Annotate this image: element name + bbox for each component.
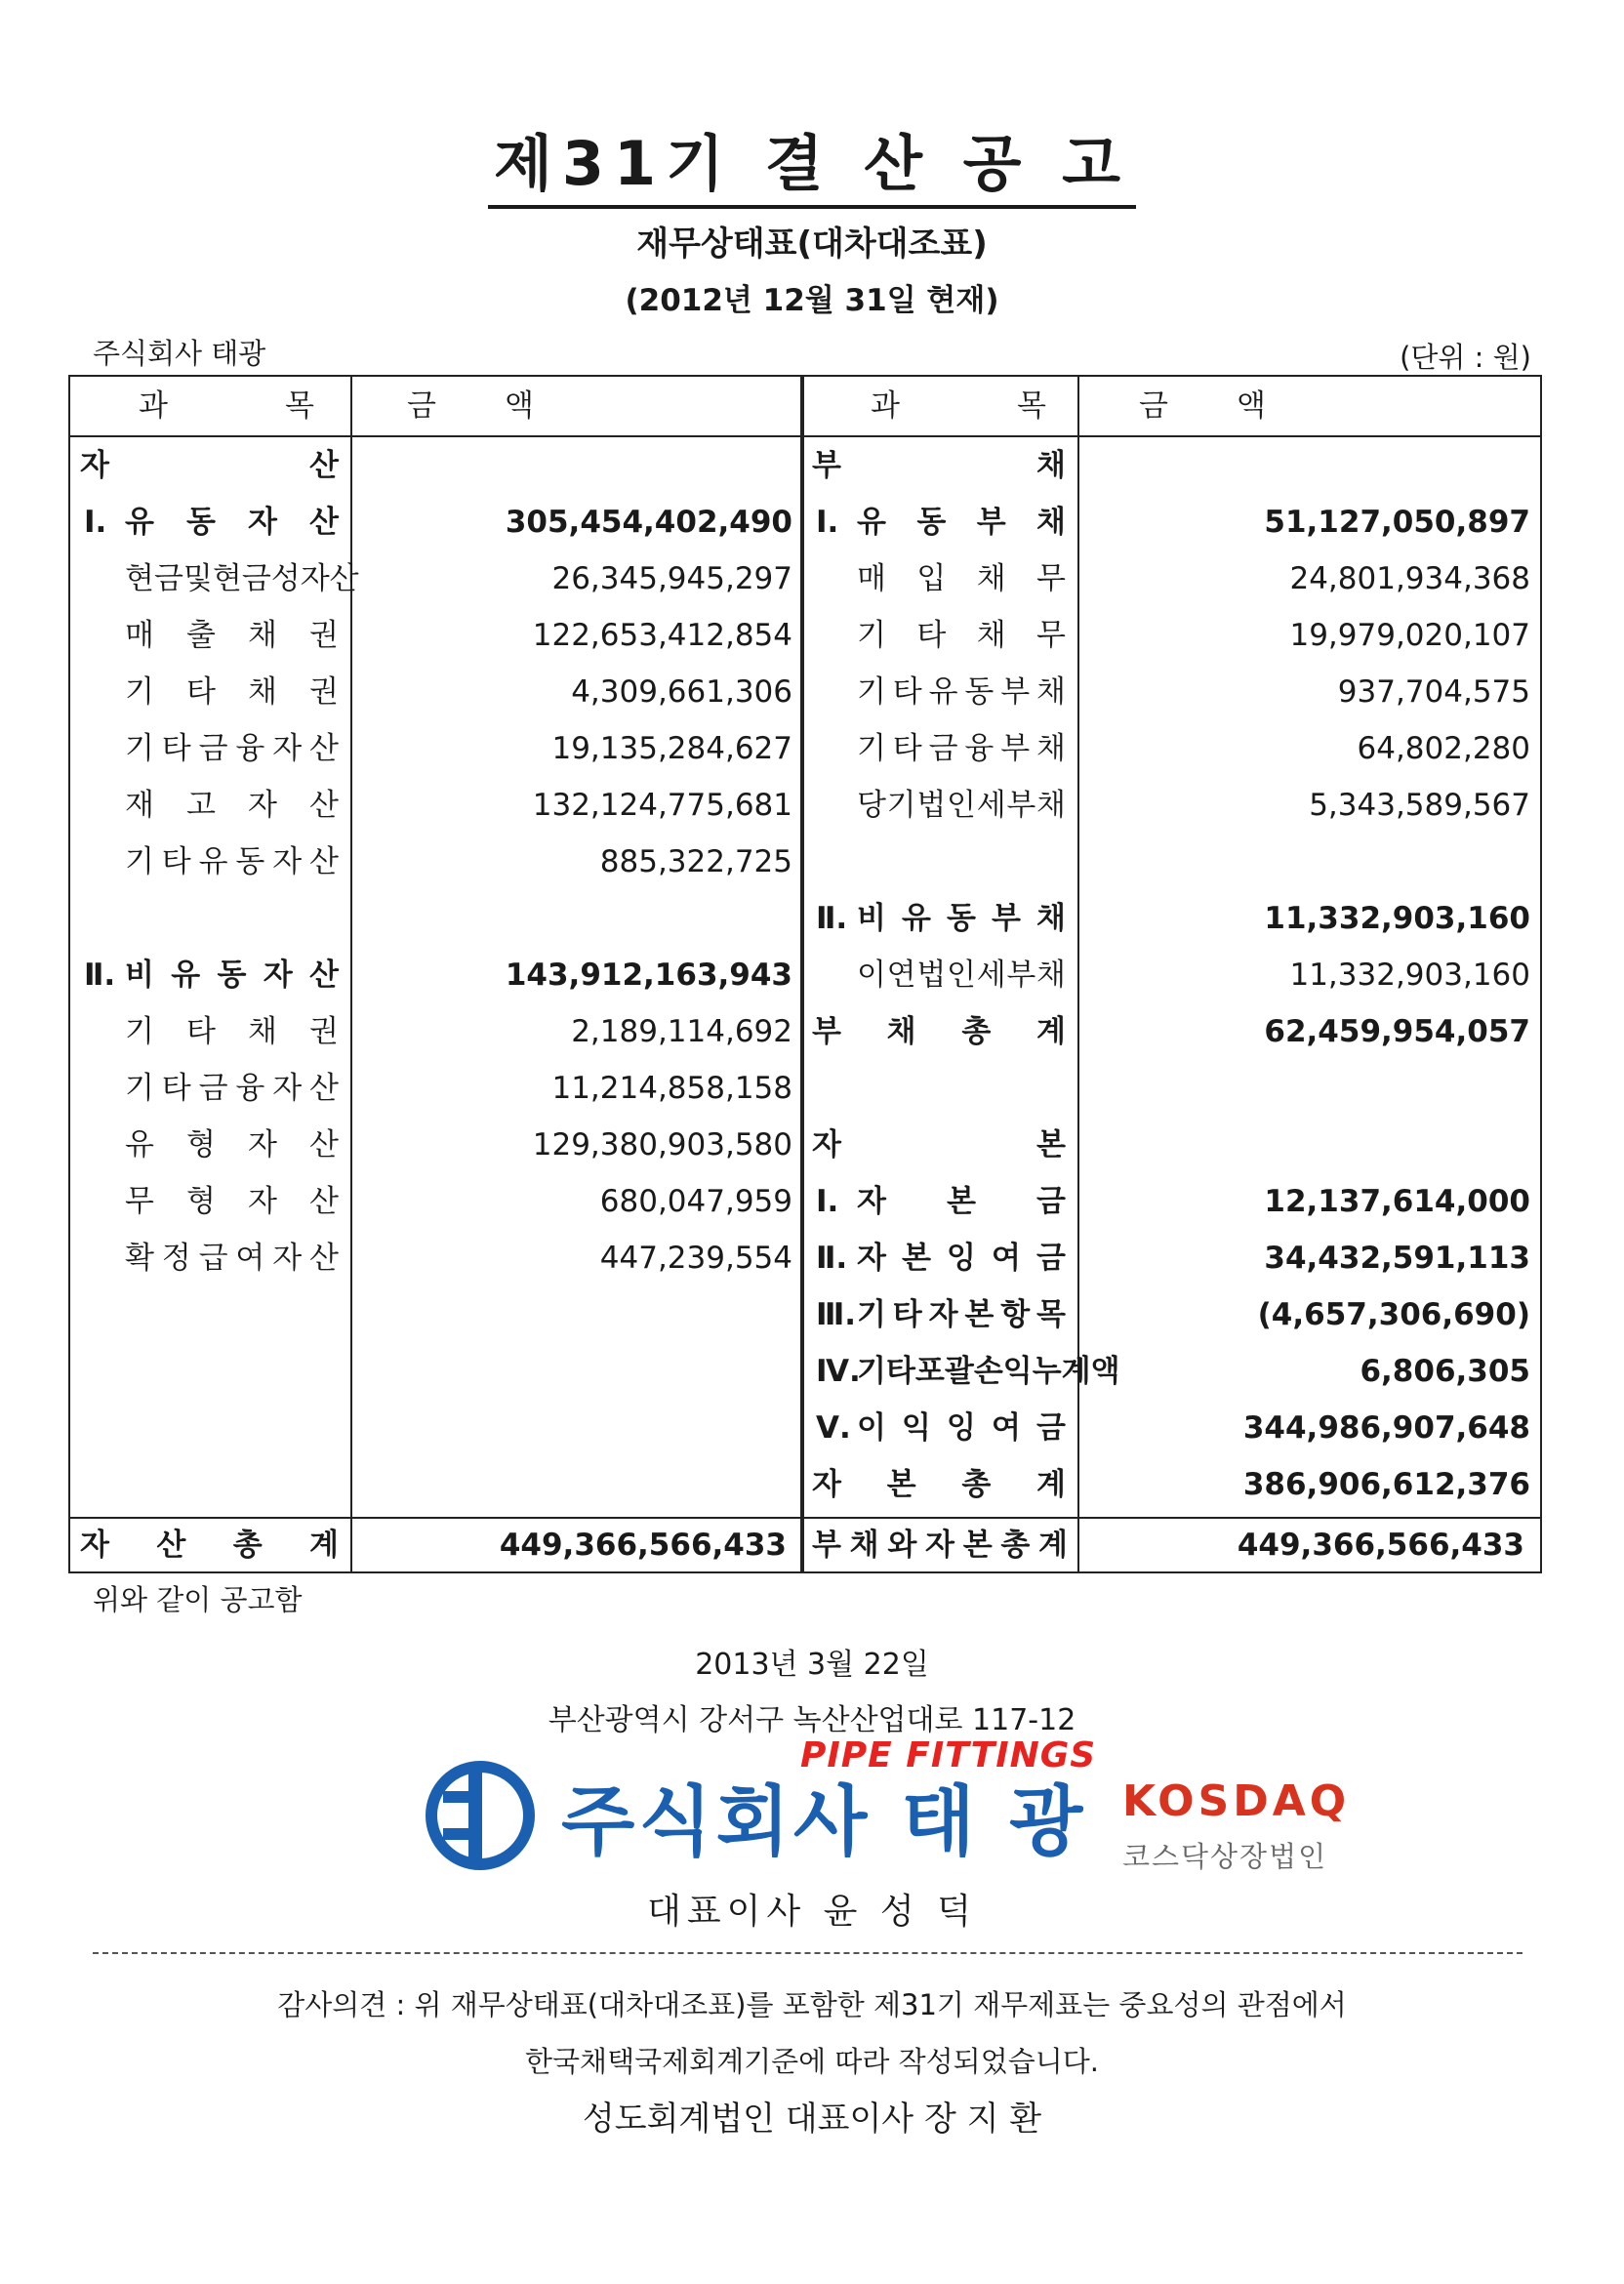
statement-subtitle: 재무상태표(대차대조표) — [636, 224, 988, 264]
table-row — [802, 1343, 1540, 1400]
row-amount: 129,380,903,580 — [532, 1127, 792, 1162]
blank-row — [802, 834, 1540, 890]
table-row — [802, 494, 1540, 551]
row-amount: 19,135,284,627 — [551, 731, 792, 766]
header-item: 과 목 — [139, 388, 314, 424]
row-amount: 34,432,591,113 — [1264, 1241, 1530, 1276]
row-amount: 937,704,575 — [1337, 674, 1530, 710]
table-row — [70, 607, 802, 664]
roman-numeral: Ⅰ. — [816, 505, 839, 540]
announcement-note: 위와 같이 공고함 — [93, 1583, 303, 1616]
row-label: 기 타 금 융 자 산 — [125, 731, 339, 766]
row-label: 기 타 유 동 부 채 — [857, 674, 1066, 710]
row-amount: 11,332,903,160 — [1264, 901, 1530, 936]
unit-label: (단위 : 원) — [1400, 341, 1531, 374]
table-row — [70, 777, 802, 834]
row-amount: 447,239,554 — [599, 1241, 792, 1276]
row-label: 자 본 총 계 — [812, 1467, 1066, 1502]
table-row — [802, 437, 1540, 494]
liabilities-equity-total-amount: 449,366,566,433 — [1237, 1528, 1524, 1563]
liabilities-table-header — [802, 377, 1540, 437]
assets-table-header — [70, 377, 802, 437]
assets-total-row — [70, 1517, 802, 1573]
table-row — [802, 1456, 1540, 1513]
table-row — [70, 1173, 802, 1230]
table-row — [70, 664, 802, 720]
table-row — [802, 1117, 1540, 1173]
table-row — [802, 890, 1540, 947]
row-label: 무 형 자 산 — [125, 1184, 339, 1219]
row-label: 이 익 잉 여 금 — [857, 1410, 1066, 1446]
liabilities-equity-table — [800, 375, 1542, 1573]
table-row — [802, 947, 1540, 1003]
row-label: 기 타 유 동 자 산 — [125, 844, 339, 879]
row-amount: 4,309,661,306 — [571, 674, 792, 710]
row-label: 유 동 부 채 — [857, 505, 1066, 540]
row-amount: 885,322,725 — [599, 844, 792, 879]
company-label: 주식회사 태광 — [93, 337, 266, 370]
row-label: 현 금 및 현 금 성 자 산 — [125, 561, 359, 596]
table-row — [70, 947, 802, 1003]
row-amount: 5,343,589,567 — [1309, 788, 1530, 823]
row-label: 확 정 급 여 자 산 — [125, 1241, 339, 1276]
row-label: 기 타 포 괄 손 익 누 계 액 — [857, 1354, 1120, 1389]
row-amount: 51,127,050,897 — [1264, 505, 1530, 540]
assets-total-label: 자 산 총 계 — [80, 1528, 339, 1563]
kosdaq-mark: KOSDAQ — [1122, 1776, 1351, 1826]
announcement-date: 2013년 3월 22일 — [695, 1648, 929, 1682]
row-label: 부 채 총 계 — [812, 1014, 1066, 1049]
row-amount: 132,124,775,681 — [532, 788, 792, 823]
table-row — [70, 437, 802, 494]
roman-numeral: Ⅰ. — [816, 1184, 839, 1219]
row-amount: 6,806,305 — [1360, 1354, 1530, 1389]
kosdaq-listed-label: 코스닥상장법인 — [1122, 1840, 1328, 1873]
roman-numeral: Ⅳ. — [816, 1354, 861, 1389]
table-row — [70, 720, 802, 777]
blank-row — [70, 890, 802, 947]
row-amount: (4,657,306,690) — [1257, 1297, 1530, 1332]
blank-row — [802, 1060, 1540, 1117]
row-amount: 26,345,945,297 — [551, 561, 792, 596]
table-row — [802, 551, 1540, 607]
row-amount: 344,986,907,648 — [1242, 1410, 1530, 1446]
roman-numeral: Ⅱ. — [816, 901, 848, 936]
row-amount: 62,459,954,057 — [1264, 1014, 1530, 1049]
company-address: 부산광역시 강서구 녹산산업대로 117-12 — [548, 1703, 1076, 1737]
ceo-name: 대표이사 윤 성 덕 — [647, 1892, 977, 1932]
liabilities-equity-total-label: 부 채 와 자 본 총 계 — [812, 1528, 1068, 1563]
roman-numeral: Ⅰ. — [84, 505, 107, 540]
roman-numeral: Ⅲ. — [816, 1297, 857, 1332]
table-row — [802, 1400, 1540, 1456]
header-amount: 금 액 — [407, 388, 534, 424]
row-label: 유 동 자 산 — [125, 505, 339, 540]
row-label: 유 형 자 산 — [125, 1127, 339, 1162]
row-label: 매 입 채 무 — [857, 561, 1066, 596]
row-amount: 19,979,020,107 — [1289, 618, 1530, 653]
row-label: 비 유 동 자 산 — [125, 958, 339, 993]
row-amount: 122,653,412,854 — [532, 618, 792, 653]
table-row — [70, 1003, 802, 1060]
row-amount: 305,454,402,490 — [505, 505, 792, 540]
row-label: 재 고 자 산 — [125, 788, 339, 823]
table-row — [70, 1230, 802, 1286]
table-row — [70, 1060, 802, 1117]
audit-opinion-line2: 한국채택국제회계기준에 따라 작성되었습니다. — [525, 2045, 1099, 2078]
row-label: 자 본 금 — [857, 1184, 1066, 1219]
as-of-date: (2012년 12월 31일 현재) — [625, 283, 999, 318]
audit-opinion-line1: 감사의견 : 위 재무상태표(대차대조표)를 포함한 제31기 재무제표는 중요성의 관점에서 — [277, 1988, 1347, 2021]
row-label: 매 출 채 권 — [125, 618, 339, 653]
table-row — [802, 1003, 1540, 1060]
row-amount: 680,047,959 — [599, 1184, 792, 1219]
row-label: 기 타 금 융 부 채 — [857, 731, 1066, 766]
table-row — [802, 777, 1540, 834]
row-label: 이 연 법 인 세 부 채 — [857, 958, 1066, 993]
pipe-fittings-tagline: PIPE FITTINGS — [800, 1735, 1097, 1775]
header-amount: 금 액 — [1139, 388, 1266, 424]
assets-table — [68, 375, 804, 1573]
dashed-divider — [93, 1952, 1522, 1954]
table-row — [802, 1173, 1540, 1230]
row-label: 기 타 채 권 — [125, 1014, 339, 1049]
roman-numeral: Ⅱ. — [84, 958, 116, 993]
row-label: 자 산 — [80, 448, 339, 483]
row-amount: 2,189,114,692 — [571, 1014, 792, 1049]
row-label: 당 기 법 인 세 부 채 — [857, 788, 1066, 823]
header-item: 과 목 — [871, 388, 1046, 424]
row-label: 기 타 채 권 — [125, 674, 339, 710]
auditor-signature: 성도회계법인 대표이사 장 지 환 — [582, 2100, 1042, 2139]
row-label: 기 타 채 무 — [857, 618, 1066, 653]
row-label: 비 유 동 부 채 — [857, 901, 1066, 936]
row-amount: 24,801,934,368 — [1289, 561, 1530, 596]
row-label: 자 본 잉 여 금 — [857, 1241, 1066, 1276]
table-row — [802, 1286, 1540, 1343]
table-row — [802, 607, 1540, 664]
company-name-logo: 주식회사 태 광 — [561, 1778, 1087, 1866]
table-row — [70, 834, 802, 890]
row-amount: 386,906,612,376 — [1242, 1467, 1530, 1502]
table-row — [802, 664, 1540, 720]
taekwang-logo-icon — [422, 1757, 539, 1878]
table-row — [802, 1230, 1540, 1286]
row-label: 부 채 — [812, 448, 1066, 483]
table-row — [70, 494, 802, 551]
row-label: 기 타 금 융 자 산 — [125, 1071, 339, 1106]
row-amount: 143,912,163,943 — [505, 958, 792, 993]
roman-numeral: Ⅱ. — [816, 1241, 848, 1276]
row-label: 기 타 자 본 항 목 — [857, 1297, 1066, 1332]
table-row — [802, 720, 1540, 777]
assets-total-amount: 449,366,566,433 — [499, 1528, 787, 1563]
row-amount: 11,332,903,160 — [1289, 958, 1530, 993]
row-amount: 64,802,280 — [1357, 731, 1530, 766]
row-amount: 12,137,614,000 — [1264, 1184, 1530, 1219]
document-title: 제31기 결 산 공 고 — [0, 115, 1624, 202]
roman-numeral: Ⅴ. — [816, 1410, 851, 1446]
liabilities-equity-total-row — [802, 1517, 1540, 1573]
table-row — [70, 551, 802, 607]
row-label: 자 본 — [812, 1127, 1066, 1162]
row-amount: 11,214,858,158 — [551, 1071, 792, 1106]
table-row — [70, 1117, 802, 1173]
